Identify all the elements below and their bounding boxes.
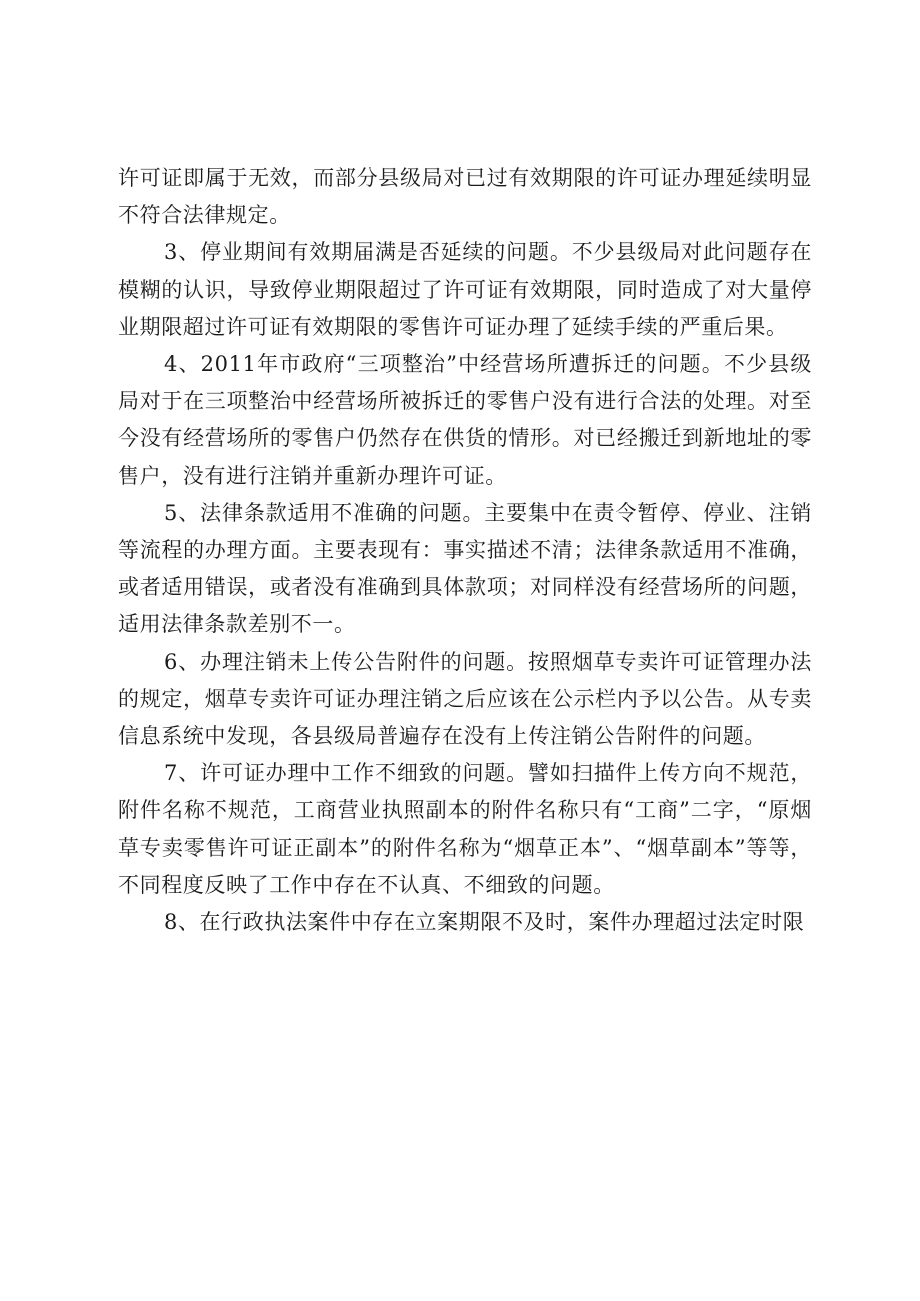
paragraph-item-5: 5、法律条款适用不准确的问题。主要集中在责令暂停、停业、注销等流程的办理方面。主要表现有：事实描述不清；法律条款适用不准确，或者适用错误，或者没有准确到具体款项；对同样没有经营场所的问题，适用法律条款差别不一。: [118, 500, 812, 637]
paragraph-item-3: 3、停业期间有效期届满是否延续的问题。不少县级局对此问题存在模糊的认识，导致停业期限超过了许可证有效期限，同时造成了对大量停业期限超过许可证有效期限的零售许可证办理了延续手续的严重后果。: [118, 240, 812, 339]
paragraph-item-4: 4、2011年市政府“三项整治”中经营场所遭拆迁的问题。不少县级局对于在三项整治中经营场所被拆迁的零售户没有进行合法的处理。对至今没有经营场所的零售户仍然存在供货的情形。对已经搬迁到新地址的零售户，没有进行注销并重新办理许可证。: [118, 352, 812, 488]
paragraph-continuation: 许可证即属于无效，而部分县级局对已过有效期限的许可证办理延续明显不符合法律规定。: [118, 166, 812, 228]
document-body: [118, 160, 812, 941]
paragraph-item-7: 7、许可证办理中工作不细致的问题。譬如扫描件上传方向不规范，附件名称不规范，工商营业执照副本的附件名称只有“工商”二字，“原烟草专卖零售许可证正副本”的附件名称为“烟草正本”、“烟草副本”等等，不同程度反映了工作中存在不认真、不细致的问题。: [118, 761, 812, 897]
paragraph-item-8: 8、在行政执法案件中存在立案期限不及时，案件办理超过法定时限: [164, 910, 805, 935]
paragraph-item-6: 6、办理注销未上传公告附件的问题。按照烟草专卖许可证管理办法的规定，烟草专卖许可证办理注销之后应该在公示栏内予以公告。从专卖信息系统中发现，各县级局普遍存在没有上传注销公告附件的问题。: [118, 649, 812, 749]
